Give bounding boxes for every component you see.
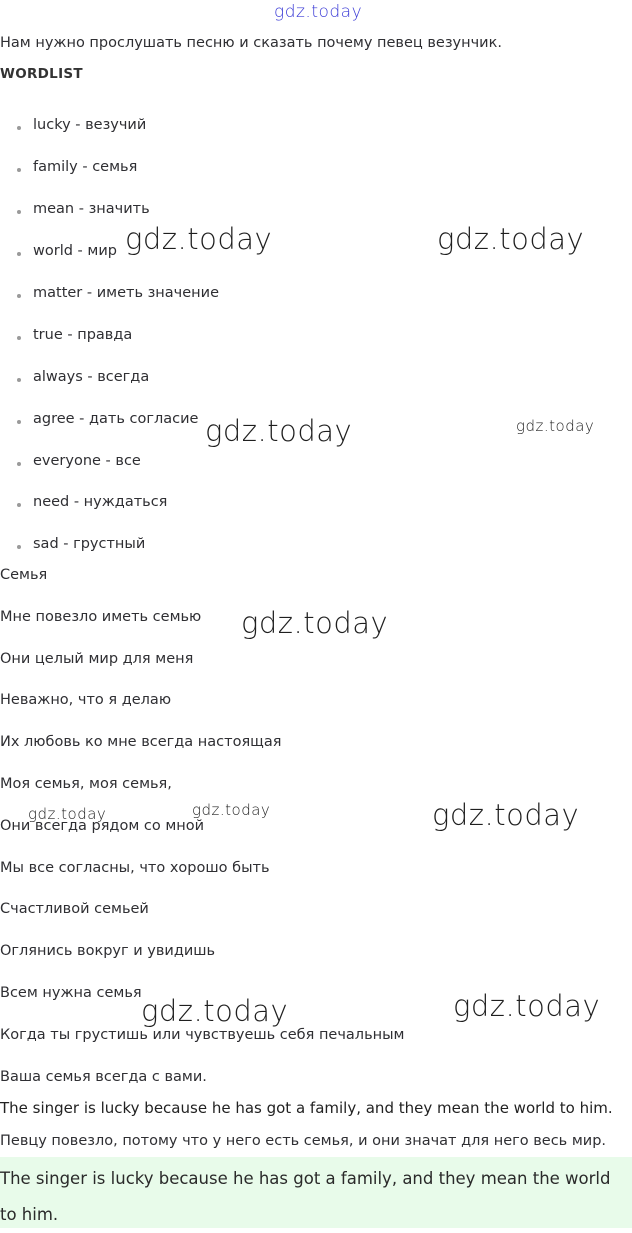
watermark: gdz.today	[28, 805, 107, 823]
song-line: Их любовь ко мне всегда настоящая	[0, 734, 282, 750]
watermark-top: gdz.today	[274, 2, 363, 22]
list-item: family - семья	[33, 159, 138, 175]
song-line: Счастливой семьей	[0, 901, 149, 917]
wordlist-heading: WORDLIST	[0, 66, 83, 82]
list-item: everyone - все	[33, 453, 141, 469]
list-item: matter - иметь значение	[33, 285, 219, 301]
list-item: lucky - везучий	[33, 117, 147, 133]
list-item: always - всегда	[33, 369, 150, 385]
song-line: Они всегда рядом со мной	[0, 818, 205, 834]
song-line: Моя семья, моя семья,	[0, 776, 172, 792]
watermark: gdz.today	[437, 222, 585, 256]
song-line: Мы все согласны, что хорошо быть	[0, 860, 270, 876]
answer-russian: Певцу повезло, потому что у него есть семья, и они значат для него весь мир.	[0, 1133, 607, 1149]
bullet	[17, 420, 21, 424]
watermark: gdz.today	[453, 989, 601, 1023]
song-line: Мне повезло иметь семью	[0, 609, 202, 625]
bullet	[17, 168, 21, 172]
bullet	[17, 503, 21, 507]
list-item: world - мир	[33, 243, 117, 259]
list-item: agree - дать согласие	[33, 411, 199, 427]
list-item: sad - грустный	[33, 536, 146, 552]
list-item: need - нуждаться	[33, 494, 168, 510]
bullet	[17, 462, 21, 466]
answer-highlight-text: The singer is lucky because he has got a family, and they mean the world to him.	[0, 1169, 611, 1224]
song-line: Семья	[0, 567, 48, 583]
watermark: gdz.today	[141, 994, 289, 1028]
watermark: gdz.today	[432, 798, 580, 832]
intro-text: Нам нужно прослушать песню и сказать почему певец везунчик.	[0, 35, 502, 51]
answer-english: The singer is lucky because he has got a family, and they mean the world to him.	[0, 1099, 613, 1117]
bullet	[17, 210, 21, 214]
bullet	[17, 294, 21, 298]
bullet	[17, 126, 21, 130]
bullet	[17, 336, 21, 340]
song-line: Всем нужна семья	[0, 985, 142, 1001]
watermark: gdz.today	[192, 801, 271, 819]
bullet	[17, 252, 21, 256]
song-line: Когда ты грустишь или чувствуешь себя печальным	[0, 1027, 405, 1043]
song-line: Неважно, что я делаю	[0, 692, 172, 708]
song-line: Они целый мир для меня	[0, 651, 194, 667]
watermark: gdz.today	[205, 414, 353, 448]
list-item: mean - значить	[33, 201, 150, 217]
watermark: gdz.today	[241, 606, 389, 640]
song-line: Оглянись вокруг и увидишь	[0, 943, 216, 959]
bullet	[17, 378, 21, 382]
list-item: true - правда	[33, 327, 133, 343]
song-line: Ваша семья всегда с вами.	[0, 1069, 207, 1085]
bullet	[17, 545, 21, 549]
watermark: gdz.today	[125, 222, 273, 256]
watermark: gdz.today	[516, 417, 595, 435]
